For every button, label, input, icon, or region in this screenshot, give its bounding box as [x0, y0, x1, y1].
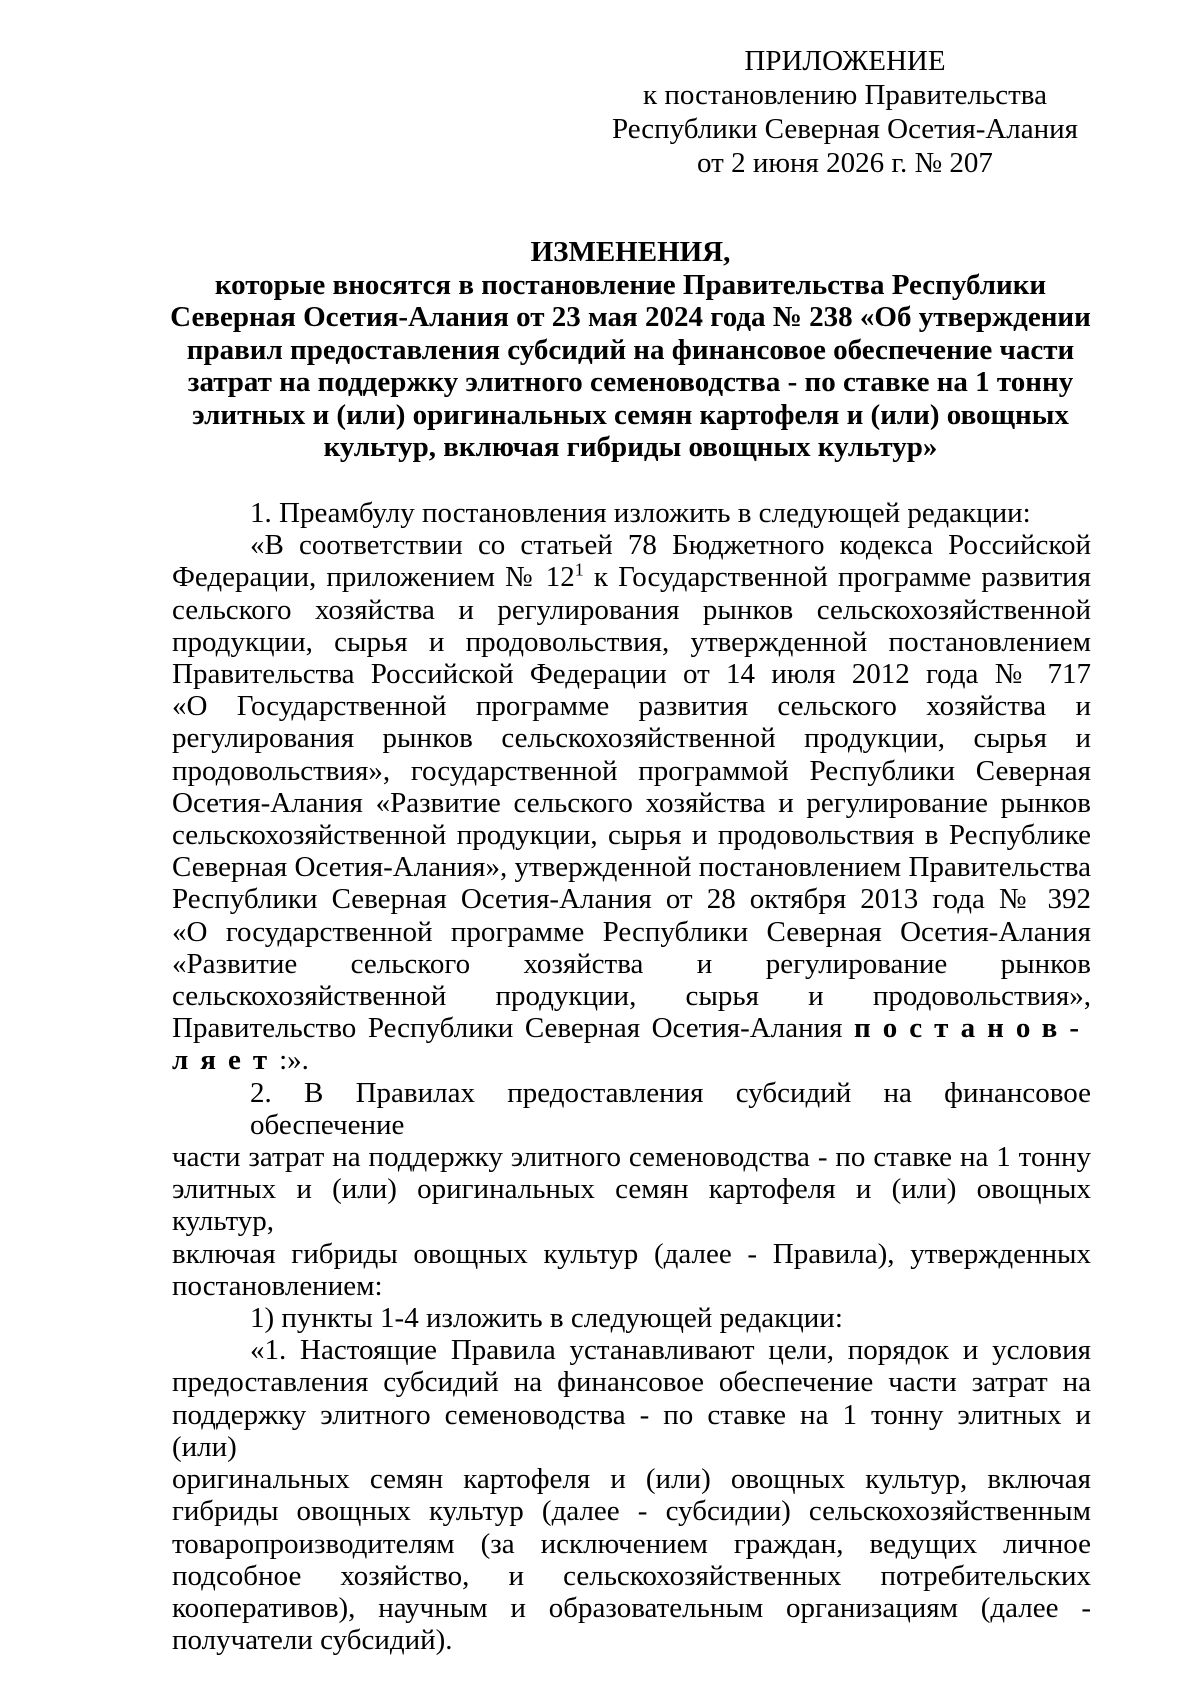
text-line: элитных и (или) оригинальных семян картофеля и (или) овощных культур, — [172, 1173, 1091, 1238]
title-line: которые вносятся в постановление Правительства Республики — [214, 268, 1047, 301]
title-line: культур, включая гибриды овощных культур» — [323, 431, 938, 463]
title-line: правил предоставления субсидий на финансовое обеспечение части — [186, 333, 1075, 366]
text-line: постановлением: — [172, 1269, 383, 1302]
text-line: оригинальных семян картофеля и (или) овощных культур, включая — [172, 1463, 1091, 1496]
paragraph-item-2 — [172, 1077, 1091, 1302]
spaced-word: постанов- — [854, 1012, 1091, 1045]
text-line: 2. В Правилах предоставления субсидий на финансовое обеспечение — [250, 1076, 1091, 1141]
appendix-line: к постановлению Правительства — [643, 79, 1047, 111]
text-line: «О государственной программе Республики Северная Осетия-Алания — [172, 915, 1091, 948]
text-line: поддержку элитного семеноводства - по ставке на 1 тонну элитных и (или) — [172, 1398, 1091, 1463]
text-line: сельского хозяйства и регулирования рынков сельскохозяйственной — [172, 593, 1091, 626]
text-line: сельскохозяйственной продукции, сырья и продовольствия», — [172, 980, 1091, 1013]
subitem-1: 1) пункты 1-4 изложить в следующей редакции: — [250, 1302, 843, 1335]
text-line: продовольствия», государственной программой Республики Северная — [172, 754, 1091, 787]
text-line — [172, 561, 1091, 593]
rules-paragraph-1 — [172, 1334, 1091, 1656]
text-fragment: к Государственной программе развития — [583, 561, 1092, 594]
text-line: сельскохозяйственной продукции, сырья и продовольствия в Республике — [172, 819, 1091, 852]
text-line — [172, 1012, 1091, 1044]
text-line: продукции, сырья и продовольствия, утвержденной постановлением — [172, 625, 1091, 658]
appendix-date: от 2 июня 2026 г. № 207 — [697, 147, 993, 179]
text-line: Республики Северная Осетия-Алания от 28 октября 2013 года № 392 — [172, 883, 1091, 916]
text-fragment: :». — [279, 1044, 309, 1077]
superscript: 1 — [574, 559, 584, 580]
document-title — [170, 236, 1091, 464]
text-line: Северная Осетия-Алания», утвержденной постановлением Правительства — [172, 851, 1091, 884]
text-fragment: Правительство Республики Северная Осетия-Алания — [172, 1012, 843, 1045]
text-line: Правительства Российской Федерации от 14 июля 2012 года № 717 — [172, 658, 1091, 691]
paragraph-item-1: 1. Преамбулу постановления изложить в следующей редакции: — [250, 497, 1031, 529]
title-line: затрат на поддержку элитного семеноводства - по ставке на 1 тонну — [187, 366, 1074, 398]
preamble-paragraph — [172, 529, 1091, 1076]
text-line — [172, 1044, 1091, 1076]
text-line: «Развитие сельского хозяйства и регулирование рынков — [172, 947, 1091, 980]
text-line: «О Государственной программе развития сельского хозяйства и — [172, 690, 1091, 723]
text-fragment: Федерации, приложением № 12 — [172, 561, 575, 594]
text-line: Осетия-Алания «Развитие сельского хозяйства и регулирование рынков — [172, 786, 1091, 819]
text-line: кооперативов), научным и образовательным организациям (далее - — [172, 1591, 1091, 1624]
text-line: получатели субсидий). — [172, 1624, 453, 1657]
spaced-word: ляет — [172, 1044, 280, 1077]
title-line: элитных и (или) оригинальных семян картофеля и (или) овощных — [192, 398, 1069, 431]
title-heading: ИЗМЕНЕНИЯ, — [530, 236, 731, 268]
document-body — [172, 497, 1091, 1656]
text-line: включая гибриды овощных культур (далее - Правила), утвержденных — [172, 1237, 1091, 1270]
text-line: гибриды овощных культур (далее - субсидии) сельскохозяйственным — [172, 1495, 1091, 1528]
appendix-header — [605, 44, 1085, 180]
text-line: «В соответствии со статьей 78 Бюджетного кодекса Российской — [250, 529, 1091, 562]
title-line: Северная Осетия-Алания от 23 мая 2024 года № 238 «Об утверждении — [170, 301, 1091, 333]
text-line: товаропроизводителям (за исключением граждан, ведущих личное — [172, 1527, 1091, 1560]
text-line: регулирования рынков сельскохозяйственной продукции, сырья и — [172, 722, 1091, 755]
appendix-title: ПРИЛОЖЕНИЕ — [744, 45, 946, 77]
text-line: «1. Настоящие Правила устанавливают цели, порядок и условия — [250, 1334, 1091, 1367]
text-line: предоставления субсидий на финансовое обеспечение части затрат на — [172, 1366, 1091, 1399]
text-line: подсобное хозяйство, и сельскохозяйственных потребительских — [172, 1559, 1091, 1592]
appendix-line: Республики Северная Осетия-Алания — [611, 113, 1079, 145]
text-line: части затрат на поддержку элитного семеноводства - по ставке на 1 тонну — [172, 1141, 1091, 1174]
